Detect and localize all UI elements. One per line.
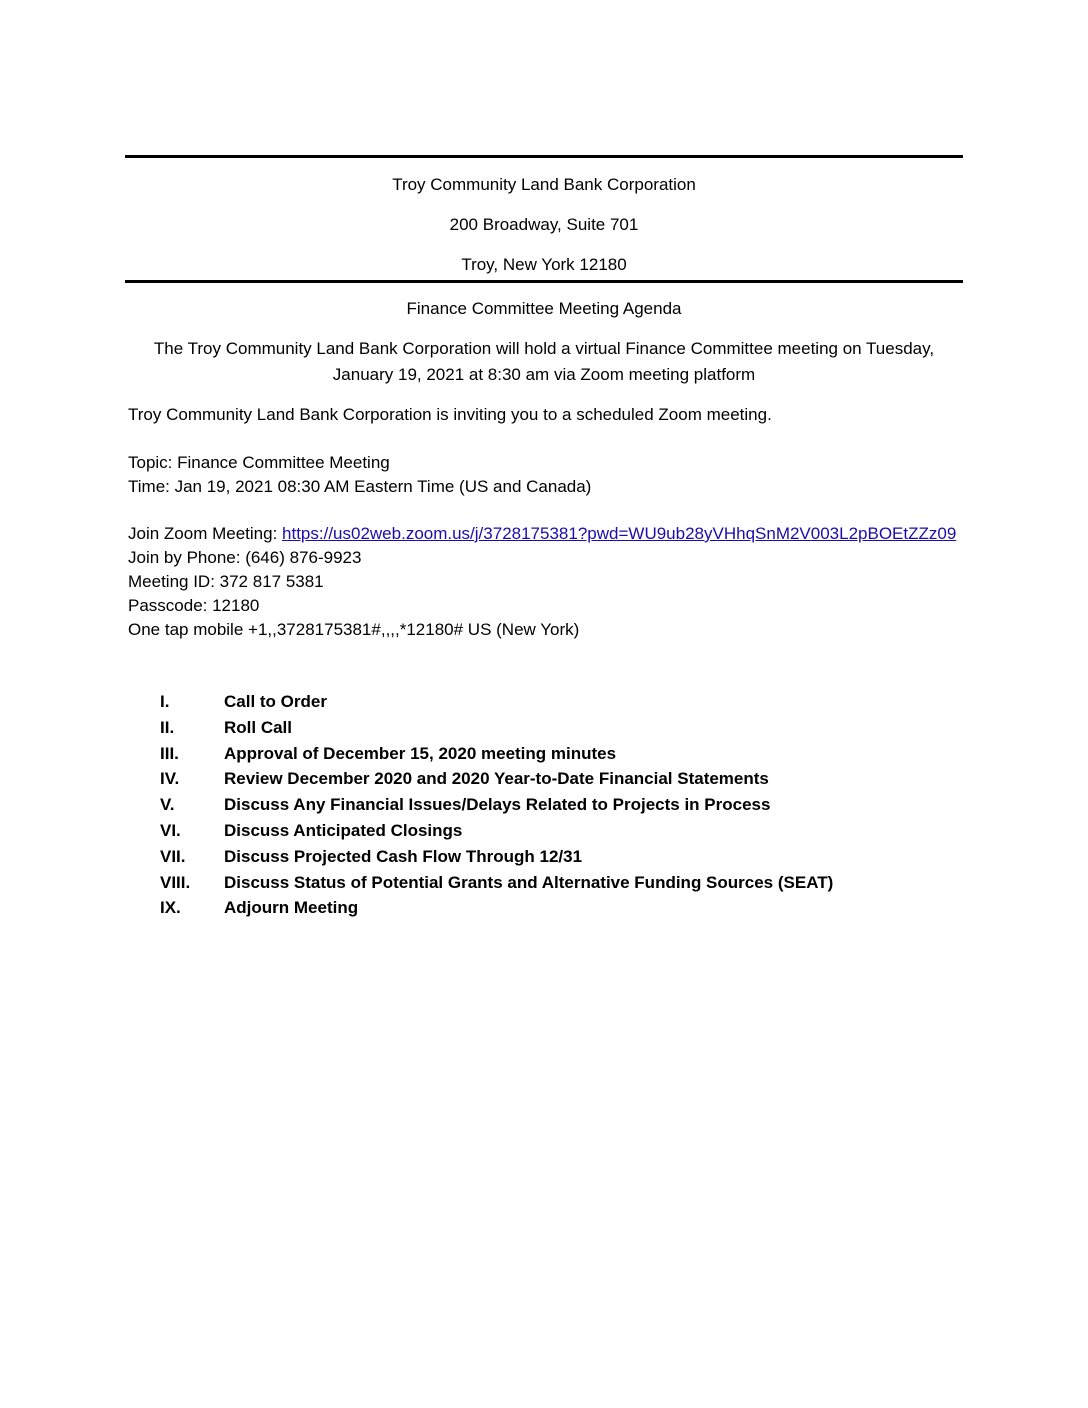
agenda-item-number: IX.	[160, 898, 181, 918]
agenda-list	[160, 689, 833, 921]
topic-line: Topic: Finance Committee Meeting	[128, 453, 390, 472]
meeting-intro	[125, 336, 963, 388]
one-tap-line: One tap mobile +1,,3728175381#,,,,*12180# US (New York)	[128, 620, 580, 639]
agenda-title: Finance Committee Meeting Agenda	[406, 299, 682, 318]
agenda-item	[160, 766, 833, 792]
agenda-item-number: I.	[160, 692, 170, 711]
agenda-item-text: Approval of December 15, 2020 meeting minutes	[224, 743, 617, 763]
invite-text: Troy Community Land Bank Corporation is inviting you to a scheduled Zoom meeting.	[128, 405, 772, 424]
meeting-id-line: Meeting ID: 372 817 5381	[128, 572, 324, 591]
zoom-meeting-link[interactable]: https://us02web.zoom.us/j/3728175381?pwd=WU9ub28yVHhqSnM2V003L2pBOEtZZz09	[282, 524, 957, 543]
agenda-item-text: Discuss Any Financial Issues/Delays Related to Projects in Process	[224, 795, 771, 815]
agenda-item-number: VI.	[160, 820, 181, 840]
address-line-1: 200 Broadway, Suite 701	[449, 215, 639, 234]
join-zoom-label: Join Zoom Meeting:	[128, 524, 283, 543]
agenda-item-number: VIII.	[160, 872, 191, 892]
address-line-2: Troy, New York 12180	[461, 255, 627, 274]
agenda-item-text: Adjourn Meeting	[224, 898, 359, 918]
agenda-item-text: Review December 2020 and 2020 Year-to-Date Financial Statements	[224, 769, 769, 789]
agenda-item-number: III.	[160, 743, 179, 763]
agenda-item	[160, 870, 833, 896]
agenda-item-text: Call to Order	[224, 692, 327, 711]
agenda-item-number: IV.	[160, 769, 180, 789]
join-zoom-line	[128, 522, 956, 546]
agenda-item	[160, 715, 833, 741]
agenda-item-number: VII.	[160, 846, 186, 866]
org-name: Troy Community Land Bank Corporation	[392, 175, 696, 194]
agenda-item	[160, 689, 833, 715]
intro-line-2: January 19, 2021 at 8:30 am via Zoom meeting platform	[332, 365, 756, 384]
agenda-item-text: Discuss Projected Cash Flow Through 12/31	[224, 846, 583, 866]
agenda-item-text: Discuss Anticipated Closings	[224, 820, 463, 840]
agenda-item-text: Discuss Status of Potential Grants and Alternative Funding Sources (SEAT)	[224, 872, 834, 892]
agenda-item	[160, 741, 833, 767]
agenda-item-number: II.	[160, 717, 175, 737]
agenda-item	[160, 792, 833, 818]
time-line: Time: Jan 19, 2021 08:30 AM Eastern Time (US and Canada)	[128, 477, 592, 496]
agenda-item	[160, 818, 833, 844]
intro-line-1: The Troy Community Land Bank Corporation will hold a virtual Finance Committee meeting on Tuesday,	[153, 339, 935, 358]
agenda-item	[160, 844, 833, 870]
top-rule	[125, 155, 963, 158]
phone-line: Join by Phone: (646) 876-9923	[128, 548, 362, 567]
passcode-line: Passcode: 12180	[128, 596, 260, 615]
agenda-item-number: V.	[160, 795, 175, 815]
agenda-item-text: Roll Call	[224, 717, 293, 737]
agenda-item	[160, 895, 833, 921]
header-bottom-rule	[125, 280, 963, 283]
